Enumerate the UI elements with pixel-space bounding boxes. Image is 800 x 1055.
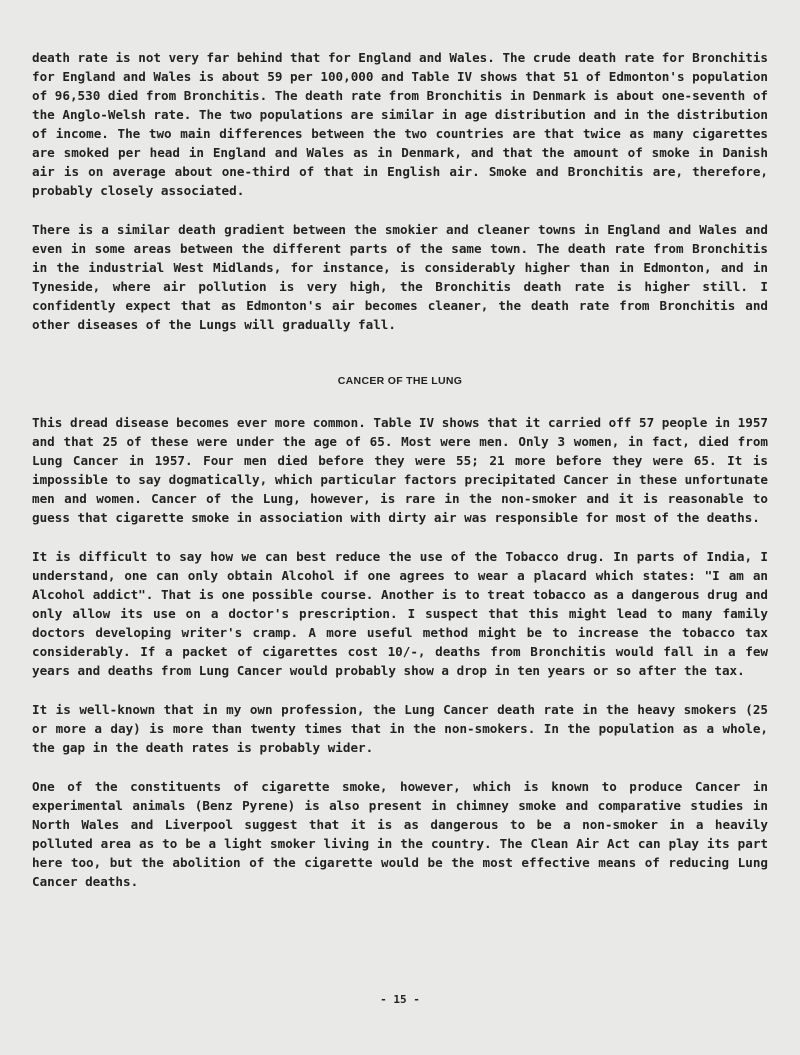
page-number: - 15 - [380,993,420,1006]
paragraph-bronchitis-rates: death rate is not very far behind that for England and Wales. The crude death rate for Bronchitis for England and Wales is about 59 per 100,000 and Table IV shows that 51 of Edmonton's population of 96,530 died from Bronchitis. The death rate from Bronchitis in Denmark is about one-seventh of the Anglo-Welsh rate. The two populations are similar in age distribution and in the distribution of income. The two main differences between the two countries are that twice as many cigarettes are smoked per head in England and Wales as in Denmark, and that the amount of smoke in Danish air is on average about one-third of that in English air. Smoke and Bronchitis are, therefore, probably closely associated. [32,50,768,198]
paragraph-tobacco-reduction: It is difficult to say how we can best reduce the use of the Tobacco drug. In parts of India, I understand, one can only obtain Alcohol if one agrees to wear a placard which states: "I am an Alcohol addict". That is one possible course. Another is to treat tobacco as a dangerous drug and only allow its use on a doctor's prescription. I suspect that this might lead to many family doctors developing writer's cramp. A more useful method might be to increase the tobacco tax considerably. If a packet of cigarettes cost 10/-, deaths from Bronchitis would fall in a few years and deaths from Lung Cancer would probably show a drop in ten years or so after the tax. [32,549,768,678]
paragraph-profession-rates: It is well-known that in my own profession, the Lung Cancer death rate in the heavy smokers (25 or more a day) is more than twenty times that in the non-smokers. In the population as a whole, the gap in the death rates is probably wider. [32,702,768,755]
paragraph-death-gradient: There is a similar death gradient between the smokier and cleaner towns in England and Wales and even in some areas between the different parts of the same town. The death rate from Bronchitis in the industrial West Midlands, for instance, is considerably higher than in Edmonton, and in Tyneside, where air pollution is very high, the Bronchitis death rate is higher still. I confidently expect that as Edmonton's air becomes cleaner, the death rate from Bronchitis and other diseases of the Lungs will gradually fall. [32,222,768,332]
section-heading: CANCER OF THE LUNG [337,375,463,387]
paragraph-benz-pyrene: One of the constituents of cigarette smoke, however, which is known to produce Cancer in experimental animals (Benz Pyrene) is also present in chimney smoke and comparative studies in North Wales and Liverpool suggest that it is as dangerous to be a non-smoker in a heavily polluted area as to be a light smoker living in the country. The Clean Air Act can play its part here too, but the abolition of the cigarette would be the most effective means of reducing Lung Cancer deaths. [32,779,768,889]
body-text [32,48,768,911]
paragraph-lung-cancer-deaths: This dread disease becomes ever more common. Table IV shows that it carried off 57 people in 1957 and that 25 of these were under the age of 65. Most were men. Only 3 women, in fact, died from Lung Cancer in 1957. Four men died before they were 55; 21 more before they were 65. It is impossible to say dogmatically, which particular factors precipitated Cancer in these unfortunate men and women. Cancer of the Lung, however, is rare in the non-smoker and it is reasonable to guess that cigarette smoke in association with dirty air was responsible for most of the deaths. [32,415,768,525]
